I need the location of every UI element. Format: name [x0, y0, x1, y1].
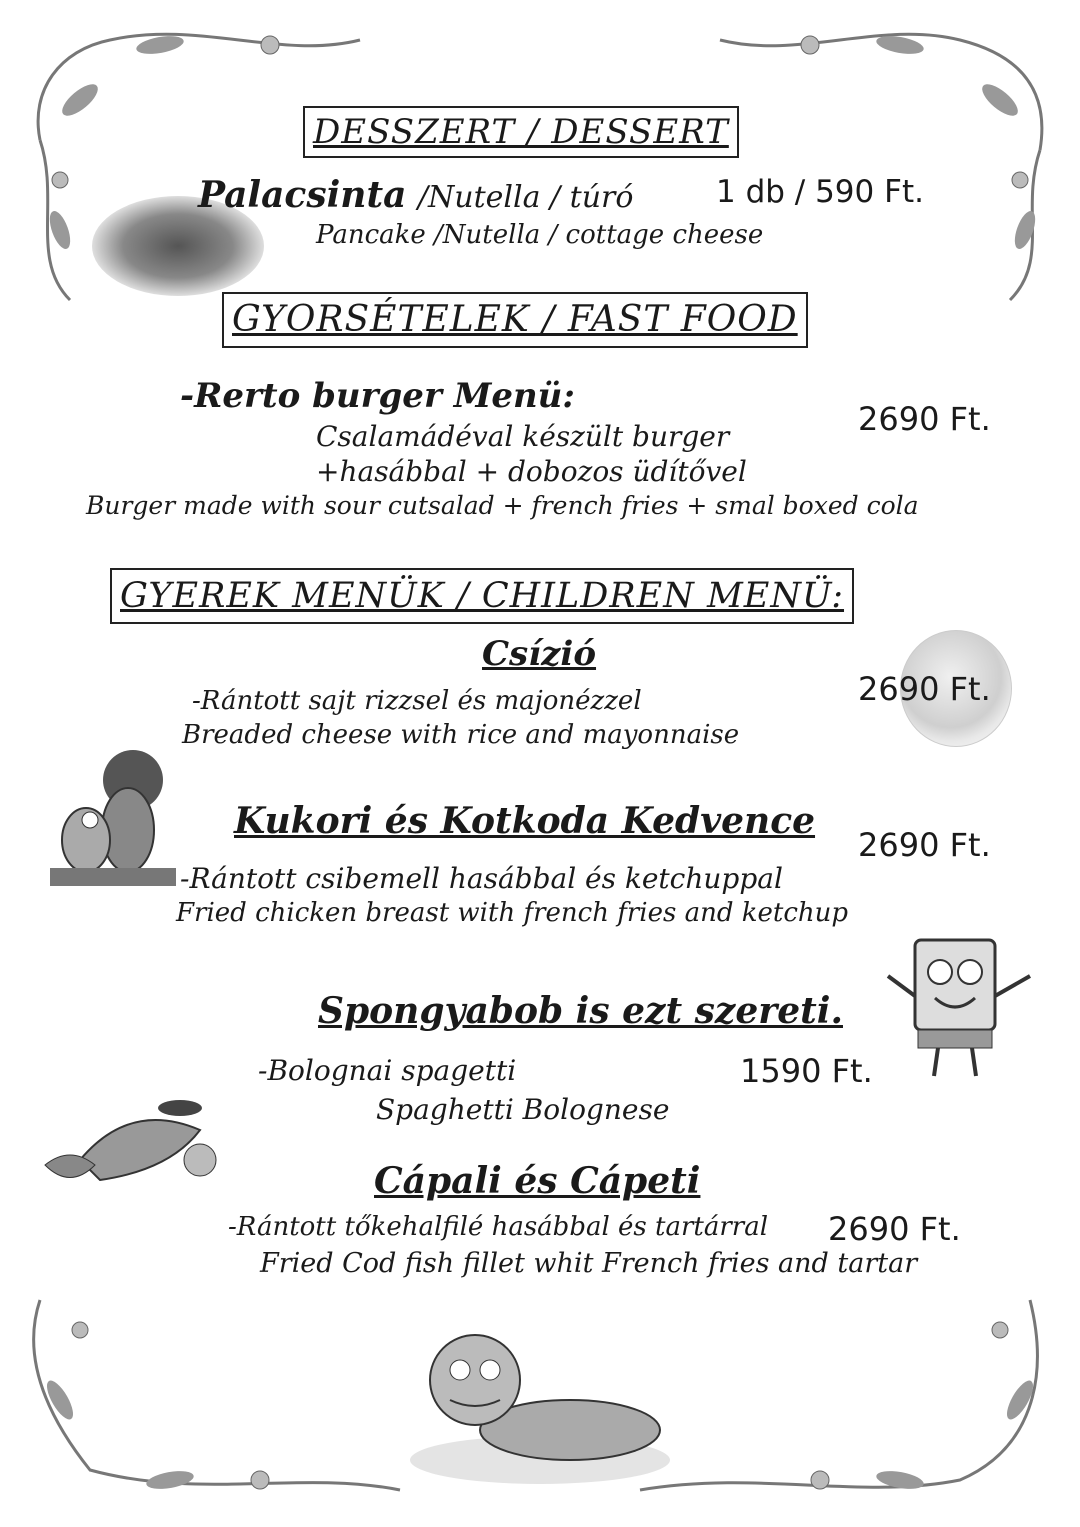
fastfood-desc-en: Burger made with sour cutsalad + french fries + smal boxed cola: [86, 491, 919, 520]
children-item-price: 2690 Ft.: [828, 1210, 961, 1248]
vine-bottom-right: [640, 1300, 1037, 1490]
flower-icon: [811, 1471, 829, 1489]
fastfood-price: 2690 Ft.: [858, 400, 991, 438]
children-item-desc-en: Fried Cod fish fillet whit French fries and tartar: [260, 1248, 918, 1279]
sponge-cartoon: [880, 936, 1040, 1086]
flower-icon: [261, 36, 279, 54]
flower-icon: [992, 1322, 1008, 1338]
flower-icon: [1012, 172, 1028, 188]
leaf: [145, 1468, 195, 1492]
flower-icon: [52, 172, 68, 188]
children-item-title: Csízió: [482, 634, 597, 674]
children-item-price: 2690 Ft.: [858, 670, 991, 708]
dessert-item-en: Pancake /Nutella / cottage cheese: [316, 220, 764, 250]
children-item-desc-hu: -Rántott csibemell hasábbal és ketchuppal: [180, 862, 783, 895]
children-item-desc-en: Breaded cheese with rice and mayonnaise: [182, 720, 740, 750]
shark-cartoon: [40, 1090, 230, 1200]
fastfood-desc-hu-1: Csalamádéval készült burger: [316, 420, 730, 453]
dessert-item-rest: /Nutella / túró: [417, 180, 634, 215]
leaf: [46, 208, 75, 251]
dessert-item-line: [198, 174, 633, 216]
children-item-title: Cápali és Cápeti: [374, 1160, 701, 1202]
fastfood-item-name: -Rerto burger Menü:: [180, 376, 575, 416]
rooster-hen-cartoon: [48, 740, 178, 890]
fastfood-heading: GYORSÉTELEK / FAST FOOD: [222, 292, 808, 348]
children-item-desc-hu: -Rántott sajt rizzsel és majonézzel: [192, 686, 642, 716]
flower-icon: [72, 1322, 88, 1338]
cat-cartoon: [400, 1320, 680, 1490]
flower-icon: [251, 1471, 269, 1489]
children-item-price: 1590 Ft.: [740, 1052, 873, 1090]
children-item-title: Kukori és Kotkoda Kedvence: [234, 800, 816, 842]
leaf: [977, 79, 1022, 121]
vine-bottom-left: [34, 1300, 400, 1490]
children-item-title: Spongyabob is ezt szereti.: [318, 990, 843, 1032]
flower-icon: [801, 36, 819, 54]
dessert-price: 1 db / 590 Ft.: [716, 174, 924, 210]
children-item-desc-en: Spaghetti Bolognese: [376, 1093, 670, 1126]
dessert-heading: DESSZERT / DESSERT: [303, 106, 739, 158]
children-item-desc-en: Fried chicken breast with french fries and ketchup: [176, 898, 849, 928]
dessert-item-name: Palacsinta: [198, 174, 407, 216]
children-item-price: 2690 Ft.: [858, 826, 991, 864]
children-item-desc-hu: -Bolognai spagetti: [258, 1054, 517, 1087]
leaf: [1011, 208, 1040, 251]
leaf: [57, 79, 102, 121]
fastfood-desc-hu-2: +hasábbal + dobozos üdítővel: [316, 455, 747, 488]
children-heading: GYEREK MENÜK / CHILDREN MENÜ:: [110, 568, 854, 624]
children-item-desc-hu: -Rántott tőkehalfilé hasábbal és tartárral: [228, 1212, 769, 1242]
